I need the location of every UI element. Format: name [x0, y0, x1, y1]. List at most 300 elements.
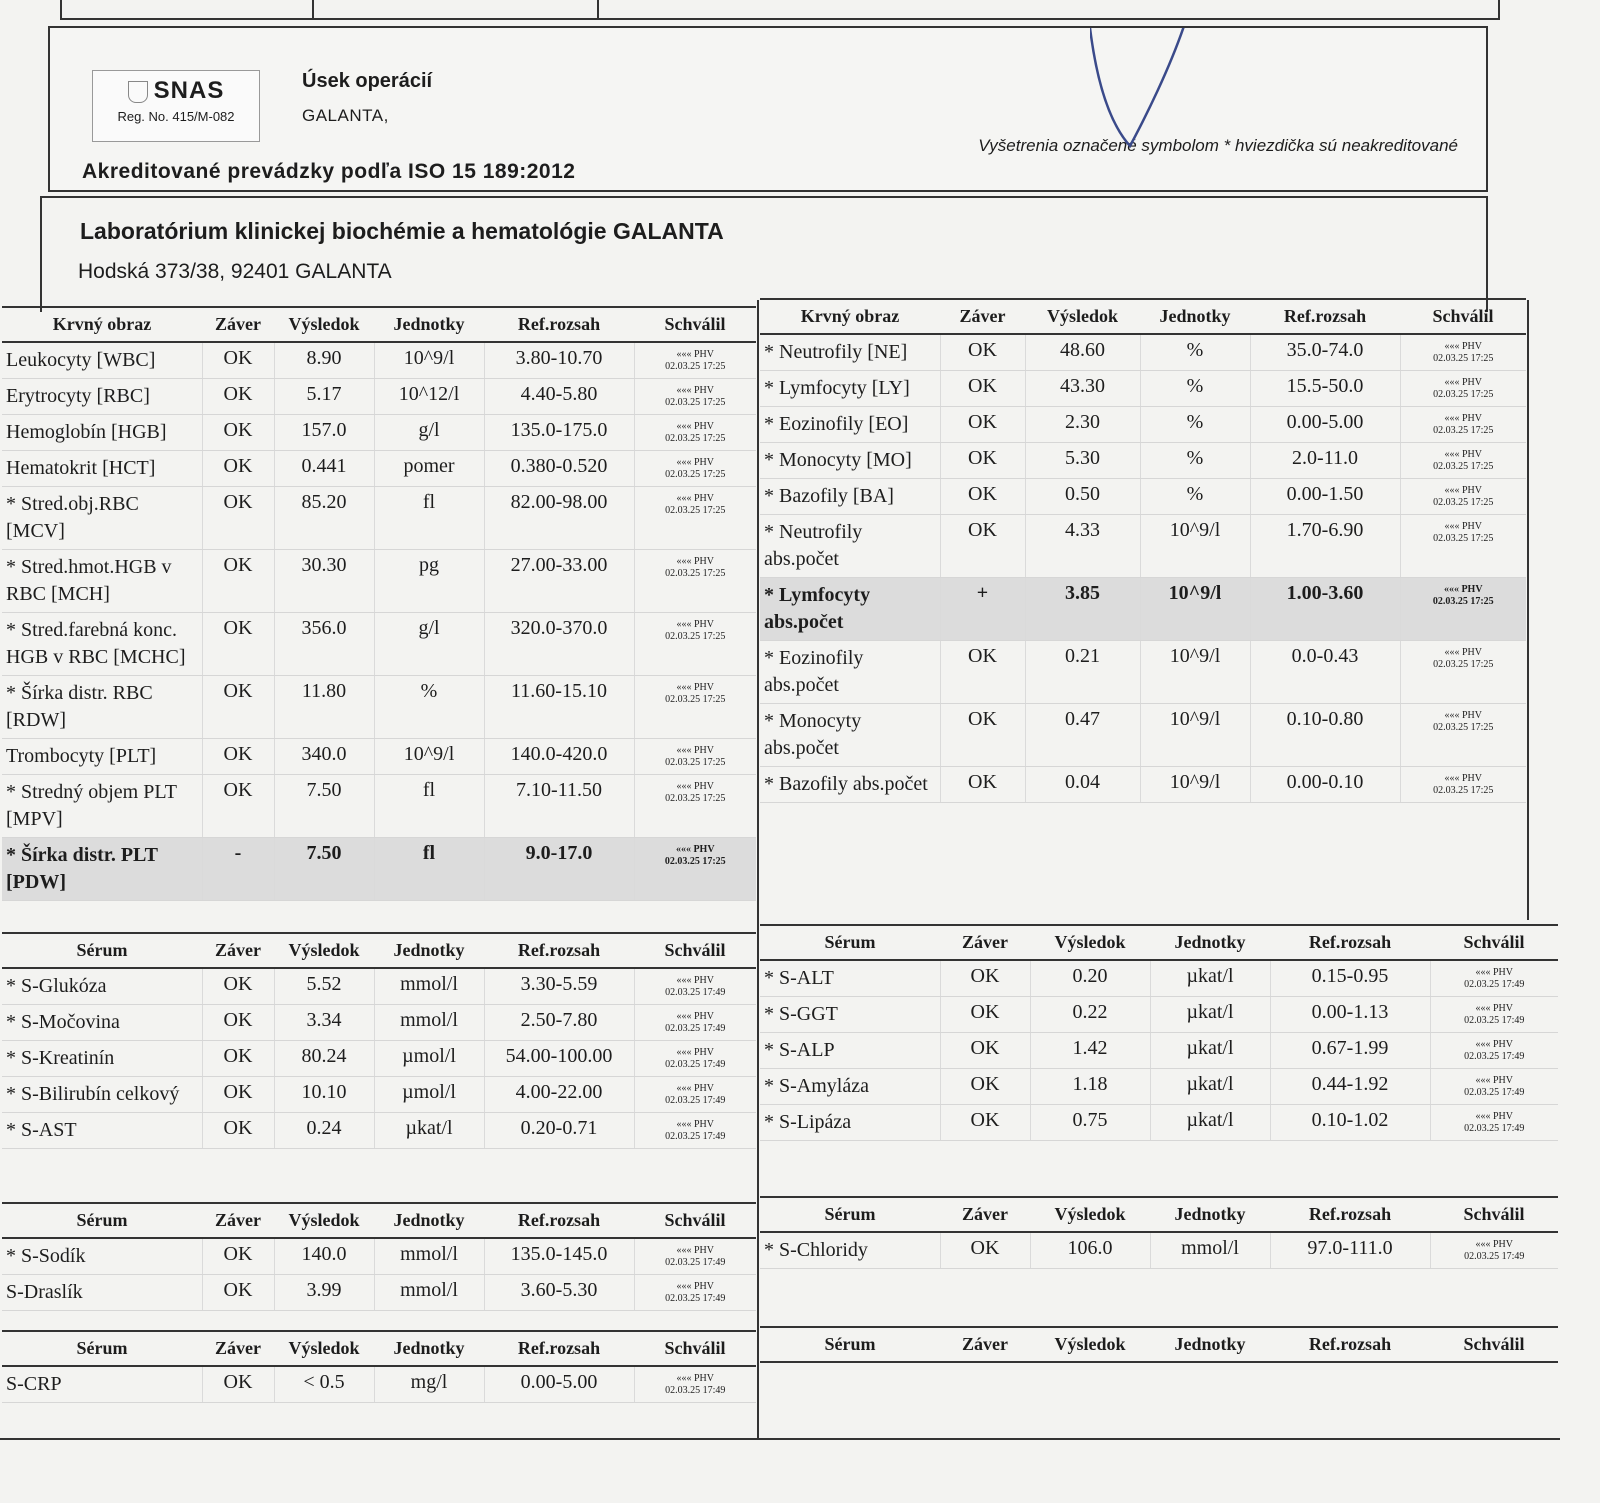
- units: 10^9/l: [374, 342, 484, 379]
- units: mg/l: [374, 1366, 484, 1403]
- approval-time: 02.03.25 17:49: [665, 1385, 726, 1396]
- serum-panel-1-left: [2, 932, 756, 1149]
- result: 3.85: [1025, 578, 1140, 641]
- approved-by: [634, 838, 756, 901]
- approved-by: [634, 739, 756, 775]
- ref-range: 97.0-111.0: [1270, 1232, 1430, 1269]
- result: 3.34: [274, 1005, 374, 1041]
- units: 10^9/l: [374, 739, 484, 775]
- column-header: Výsledok: [1025, 299, 1140, 334]
- conclusion: OK: [940, 960, 1030, 997]
- test-name: * Stred.hmot.HGB v RBC [MCH]: [2, 550, 202, 613]
- iso-accreditation: Akreditované prevádzky podľa ISO 15 189:2012: [82, 160, 576, 183]
- ref-range: 0.44-1.92: [1270, 1069, 1430, 1105]
- header-row: [760, 1197, 1558, 1232]
- approved-by: [634, 451, 756, 487]
- ref-range: 0.00-1.50: [1250, 479, 1400, 515]
- approved-by: [634, 1041, 756, 1077]
- result: 0.04: [1025, 767, 1140, 803]
- units: 10^9/l: [1140, 641, 1250, 704]
- test-name: * Neutrofily abs.počet: [760, 515, 940, 578]
- ref-range: 135.0-175.0: [484, 415, 634, 451]
- table-row: [2, 1005, 756, 1041]
- approver: ««« PHV: [676, 975, 714, 986]
- approval-time: 02.03.25 17:49: [1464, 1123, 1525, 1134]
- header-row: [760, 299, 1526, 334]
- table-row: [2, 1366, 756, 1403]
- test-name: * S-Kreatinín: [2, 1041, 202, 1077]
- units: µmol/l: [374, 1077, 484, 1113]
- approval-time: 02.03.25 17:25: [1433, 497, 1494, 508]
- conclusion: OK: [202, 613, 274, 676]
- column-header: Sérum: [760, 1327, 940, 1362]
- units: pomer: [374, 451, 484, 487]
- result: 85.20: [274, 487, 374, 550]
- ref-range: 3.80-10.70: [484, 342, 634, 379]
- conclusion: OK: [202, 1238, 274, 1275]
- result: 11.80: [274, 676, 374, 739]
- column-header: Jednotky: [1150, 1197, 1270, 1232]
- test-name: * Stredný objem PLT [MPV]: [2, 775, 202, 838]
- test-name: * S-ALP: [760, 1033, 940, 1069]
- test-name: * Eozinofily abs.počet: [760, 641, 940, 704]
- conclusion: OK: [940, 479, 1025, 515]
- result: 7.50: [274, 838, 374, 901]
- units: g/l: [374, 415, 484, 451]
- units: %: [1140, 371, 1250, 407]
- approval-time: 02.03.25 17:49: [665, 987, 726, 998]
- units: pg: [374, 550, 484, 613]
- approver: ««« PHV: [676, 1083, 714, 1094]
- units: µkat/l: [374, 1113, 484, 1149]
- table-row: [760, 1069, 1558, 1105]
- approver: ««« PHV: [676, 781, 714, 792]
- approved-by: [634, 676, 756, 739]
- lab-info: [40, 196, 1488, 312]
- approved-by: [634, 550, 756, 613]
- approval-time: 02.03.25 17:25: [665, 757, 726, 768]
- column-header: Sérum: [760, 925, 940, 960]
- approved-by: [634, 1238, 756, 1275]
- approved-by: [1400, 767, 1526, 803]
- approver: ««« PHV: [676, 421, 714, 432]
- reg-number: Reg. No. 415/M-082: [117, 109, 235, 124]
- approver: ««« PHV: [676, 457, 714, 468]
- conclusion: OK: [940, 1033, 1030, 1069]
- serum-table-1-left: [2, 932, 756, 1149]
- column-header: Záver: [202, 1203, 274, 1238]
- approved-by: [634, 342, 756, 379]
- column-header: Ref.rozsah: [1250, 299, 1400, 334]
- conclusion: OK: [202, 379, 274, 415]
- ref-range: 11.60-15.10: [484, 676, 634, 739]
- result: 1.42: [1030, 1033, 1150, 1069]
- column-header: Záver: [202, 933, 274, 968]
- ref-range: 135.0-145.0: [484, 1238, 634, 1275]
- approved-by: [1430, 1069, 1558, 1105]
- approved-by: [1400, 641, 1526, 704]
- result: 48.60: [1025, 334, 1140, 371]
- column-header: Schválil: [634, 1203, 756, 1238]
- approver: ««« PHV: [676, 745, 714, 756]
- right-border: [1527, 300, 1529, 920]
- column-header: Výsledok: [1030, 1327, 1150, 1362]
- column-header: Výsledok: [1030, 1197, 1150, 1232]
- result: 157.0: [274, 415, 374, 451]
- test-name: * Monocyty abs.počet: [760, 704, 940, 767]
- handwritten-check-icon: [1090, 28, 1210, 178]
- result: 0.75: [1030, 1105, 1150, 1141]
- section-city: GALANTA,: [302, 106, 389, 125]
- approved-by: [1400, 479, 1526, 515]
- result: 10.10: [274, 1077, 374, 1113]
- approval-time: 02.03.25 17:49: [665, 1293, 726, 1304]
- units: µkat/l: [1150, 1033, 1270, 1069]
- conclusion: OK: [202, 451, 274, 487]
- approved-by: [634, 1275, 756, 1311]
- result: 1.18: [1030, 1069, 1150, 1105]
- test-name: S-Draslík: [2, 1275, 202, 1311]
- units: %: [1140, 479, 1250, 515]
- ref-range: 27.00-33.00: [484, 550, 634, 613]
- lab-address: Hodská 373/38, 92401 GALANTA: [78, 260, 392, 283]
- test-name: * Eozinofily [EO]: [760, 407, 940, 443]
- approved-by: [634, 1113, 756, 1149]
- table-row: [760, 578, 1526, 641]
- column-header: Jednotky: [1140, 299, 1250, 334]
- ref-range: 15.5-50.0: [1250, 371, 1400, 407]
- units: %: [1140, 443, 1250, 479]
- approval-time: 02.03.25 17:49: [1464, 979, 1525, 990]
- approver: ««« PHV: [676, 1047, 714, 1058]
- ref-range: 0.00-0.10: [1250, 767, 1400, 803]
- table-row: [2, 451, 756, 487]
- ref-range: 3.30-5.59: [484, 968, 634, 1005]
- approver: ««« PHV: [1444, 449, 1482, 460]
- approval-time: 02.03.25 17:49: [665, 1257, 726, 1268]
- table-row: [760, 479, 1526, 515]
- table-row: [760, 997, 1558, 1033]
- result: 0.24: [274, 1113, 374, 1149]
- column-header: Ref.rozsah: [484, 1331, 634, 1366]
- column-header: Záver: [940, 1327, 1030, 1362]
- approved-by: [1430, 1105, 1558, 1141]
- top-remnant-strip: [60, 0, 1500, 20]
- header-row: [760, 925, 1558, 960]
- test-name: * S-AST: [2, 1113, 202, 1149]
- test-name: Trombocyty [PLT]: [2, 739, 202, 775]
- conclusion: OK: [202, 739, 274, 775]
- column-header: Sérum: [2, 1203, 202, 1238]
- column-header: Krvný obraz: [760, 299, 940, 334]
- result: 8.90: [274, 342, 374, 379]
- table-row: [2, 1077, 756, 1113]
- blood-count-left-table: [2, 306, 756, 901]
- approval-time: 02.03.25 17:25: [665, 361, 726, 372]
- approver: ««« PHV: [1475, 1239, 1513, 1250]
- ref-range: 0.00-1.13: [1270, 997, 1430, 1033]
- conclusion: -: [202, 838, 274, 901]
- ref-range: 0.00-5.00: [1250, 407, 1400, 443]
- units: µkat/l: [1150, 1069, 1270, 1105]
- column-header: Záver: [940, 299, 1025, 334]
- accreditation-header: [48, 26, 1488, 192]
- test-name: * Lymfocyty [LY]: [760, 371, 940, 407]
- result: 5.30: [1025, 443, 1140, 479]
- approver: ««« PHV: [676, 385, 714, 396]
- header-row: [2, 1203, 756, 1238]
- test-name: S-CRP: [2, 1366, 202, 1403]
- test-name: * S-ALT: [760, 960, 940, 997]
- column-header: Jednotky: [1150, 1327, 1270, 1362]
- units: mmol/l: [374, 1238, 484, 1275]
- approver: ««« PHV: [676, 1011, 714, 1022]
- approval-time: 02.03.25 17:25: [665, 694, 726, 705]
- test-name: Hematokrit [HCT]: [2, 451, 202, 487]
- test-name: Hemoglobín [HGB]: [2, 415, 202, 451]
- blood-count-left-panel: [2, 306, 756, 901]
- result: 356.0: [274, 613, 374, 676]
- serum-panel-2-right: [760, 1196, 1558, 1269]
- bottom-border: [0, 1438, 1560, 1440]
- column-header: Schválil: [1430, 1197, 1558, 1232]
- header-row: [760, 1327, 1558, 1362]
- approval-time: 02.03.25 17:25: [1433, 533, 1494, 544]
- table-row: [760, 1033, 1558, 1069]
- table-row: [760, 515, 1526, 578]
- approver: ««« PHV: [676, 349, 714, 360]
- table-row: [760, 1232, 1558, 1269]
- approver: ««« PHV: [676, 1373, 714, 1384]
- conclusion: OK: [940, 767, 1025, 803]
- approved-by: [634, 1077, 756, 1113]
- test-name: * Stred.obj.RBC [MCV]: [2, 487, 202, 550]
- approver: ««« PHV: [1475, 1075, 1513, 1086]
- ref-range: 0.0-0.43: [1250, 641, 1400, 704]
- approver: ««« PHV: [1443, 584, 1483, 595]
- result: 2.30: [1025, 407, 1140, 443]
- conclusion: OK: [202, 415, 274, 451]
- ref-range: 82.00-98.00: [484, 487, 634, 550]
- result: 140.0: [274, 1238, 374, 1275]
- table-row: [2, 550, 756, 613]
- approval-time: 02.03.25 17:25: [1433, 722, 1494, 733]
- column-header: Ref.rozsah: [1270, 1327, 1430, 1362]
- test-name: * Monocyty [MO]: [760, 443, 940, 479]
- units: %: [374, 676, 484, 739]
- approver: ««« PHV: [1444, 413, 1482, 424]
- approver: ««« PHV: [676, 619, 714, 630]
- table-row: [2, 676, 756, 739]
- ref-range: 0.20-0.71: [484, 1113, 634, 1149]
- column-header: Ref.rozsah: [1270, 925, 1430, 960]
- units: g/l: [374, 613, 484, 676]
- column-header: Výsledok: [274, 307, 374, 342]
- approved-by: [634, 379, 756, 415]
- units: 10^9/l: [1140, 767, 1250, 803]
- approval-time: 02.03.25 17:49: [1464, 1015, 1525, 1026]
- conclusion: OK: [940, 515, 1025, 578]
- approver: ««« PHV: [676, 1281, 714, 1292]
- conclusion: OK: [940, 997, 1030, 1033]
- ref-range: 0.67-1.99: [1270, 1033, 1430, 1069]
- column-header: Jednotky: [374, 307, 484, 342]
- test-name: * S-Bilirubín celkový: [2, 1077, 202, 1113]
- conclusion: OK: [202, 342, 274, 379]
- conclusion: OK: [940, 334, 1025, 371]
- test-name: * S-Glukóza: [2, 968, 202, 1005]
- table-row: [2, 1238, 756, 1275]
- ref-range: 1.00-3.60: [1250, 578, 1400, 641]
- table-row: [760, 641, 1526, 704]
- column-header: Výsledok: [274, 1331, 374, 1366]
- snas-logo: [92, 70, 260, 142]
- strip-divider: [597, 0, 599, 20]
- test-name: * S-Lipáza: [760, 1105, 940, 1141]
- ref-range: 140.0-420.0: [484, 739, 634, 775]
- ref-range: 9.0-17.0: [484, 838, 634, 901]
- serum-panel-2-left: [2, 1202, 756, 1311]
- result: 5.17: [274, 379, 374, 415]
- serum-table-2-left: [2, 1202, 756, 1311]
- ref-range: 320.0-370.0: [484, 613, 634, 676]
- units: 10^9/l: [1140, 704, 1250, 767]
- conclusion: OK: [940, 407, 1025, 443]
- test-name: * Bazofily abs.počet: [760, 767, 940, 803]
- ref-range: 2.0-11.0: [1250, 443, 1400, 479]
- units: %: [1140, 407, 1250, 443]
- test-name: * Šírka distr. PLT [PDW]: [2, 838, 202, 901]
- result: 30.30: [274, 550, 374, 613]
- column-header: Sérum: [2, 933, 202, 968]
- column-header: Schválil: [1400, 299, 1526, 334]
- conclusion: OK: [940, 1105, 1030, 1141]
- conclusion: OK: [202, 550, 274, 613]
- approved-by: [1400, 578, 1526, 641]
- result: 0.21: [1025, 641, 1140, 704]
- serum-panel-3-right: [760, 1326, 1558, 1363]
- approval-time: 02.03.25 17:25: [665, 433, 726, 444]
- approved-by: [1430, 960, 1558, 997]
- approver: ««« PHV: [675, 844, 715, 855]
- conclusion: OK: [202, 487, 274, 550]
- units: mmol/l: [374, 968, 484, 1005]
- table-row: [2, 613, 756, 676]
- conclusion: OK: [202, 676, 274, 739]
- units: fl: [374, 838, 484, 901]
- header-row: [2, 1331, 756, 1366]
- serum-panel-1-right: [760, 924, 1558, 1141]
- result: 3.99: [274, 1275, 374, 1311]
- column-header: Výsledok: [1030, 925, 1150, 960]
- table-row: [2, 1275, 756, 1311]
- table-row: [760, 960, 1558, 997]
- units: µkat/l: [1150, 1105, 1270, 1141]
- serum-table-3-left: [2, 1330, 756, 1403]
- approval-time: 02.03.25 17:25: [665, 631, 726, 642]
- conclusion: OK: [202, 1113, 274, 1149]
- column-header: Schválil: [1430, 925, 1558, 960]
- units: 10^9/l: [1140, 515, 1250, 578]
- approver: ««« PHV: [1475, 967, 1513, 978]
- table-row: [2, 342, 756, 379]
- approved-by: [634, 1366, 756, 1403]
- approval-time: 02.03.25 17:25: [1433, 461, 1494, 472]
- logo-text: SNAS: [153, 77, 225, 104]
- table-row: [760, 371, 1526, 407]
- approved-by: [1430, 1232, 1558, 1269]
- ref-range: 4.00-22.00: [484, 1077, 634, 1113]
- approved-by: [1400, 704, 1526, 767]
- table-row: [2, 968, 756, 1005]
- approval-time: 02.03.25 17:25: [665, 397, 726, 408]
- ref-range: 35.0-74.0: [1250, 334, 1400, 371]
- approver: ««« PHV: [676, 682, 714, 693]
- column-header: Výsledok: [274, 933, 374, 968]
- column-header: Sérum: [2, 1331, 202, 1366]
- result: 5.52: [274, 968, 374, 1005]
- approved-by: [1400, 515, 1526, 578]
- conclusion: OK: [940, 704, 1025, 767]
- column-header: Jednotky: [374, 1331, 484, 1366]
- ref-range: 1.70-6.90: [1250, 515, 1400, 578]
- conclusion: OK: [940, 641, 1025, 704]
- approval-time: 02.03.25 17:25: [665, 793, 726, 804]
- units: µmol/l: [374, 1041, 484, 1077]
- column-header: Jednotky: [374, 933, 484, 968]
- test-name: Leukocyty [WBC]: [2, 342, 202, 379]
- approval-time: 02.03.25 17:25: [1433, 785, 1494, 796]
- column-header: Záver: [940, 925, 1030, 960]
- approved-by: [1400, 407, 1526, 443]
- column-header: Schválil: [1430, 1327, 1558, 1362]
- table-row: [2, 1041, 756, 1077]
- test-name: * S-Močovina: [2, 1005, 202, 1041]
- approver: ««« PHV: [1475, 1039, 1513, 1050]
- test-name: * S-Amyláza: [760, 1069, 940, 1105]
- units: %: [1140, 334, 1250, 371]
- units: fl: [374, 775, 484, 838]
- approval-time: 02.03.25 17:25: [665, 469, 726, 480]
- units: fl: [374, 487, 484, 550]
- test-name: * Neutrofily [NE]: [760, 334, 940, 371]
- approved-by: [1430, 997, 1558, 1033]
- table-row: [2, 379, 756, 415]
- test-name: Erytrocyty [RBC]: [2, 379, 202, 415]
- units: 10^12/l: [374, 379, 484, 415]
- approver: ««« PHV: [1444, 521, 1482, 532]
- units: µkat/l: [1150, 997, 1270, 1033]
- table-row: [760, 1105, 1558, 1141]
- approval-time: 02.03.25 17:25: [664, 856, 726, 867]
- column-header: Schválil: [634, 307, 756, 342]
- approved-by: [634, 968, 756, 1005]
- ref-range: 0.10-0.80: [1250, 704, 1400, 767]
- conclusion: OK: [202, 1077, 274, 1113]
- result: 4.33: [1025, 515, 1140, 578]
- ref-range: 2.50-7.80: [484, 1005, 634, 1041]
- approver: ««« PHV: [1475, 1111, 1513, 1122]
- column-header: Záver: [940, 1197, 1030, 1232]
- approver: ««« PHV: [1444, 710, 1482, 721]
- approver: ««« PHV: [676, 556, 714, 567]
- ref-range: 54.00-100.00: [484, 1041, 634, 1077]
- column-header: Ref.rozsah: [484, 307, 634, 342]
- result: 0.22: [1030, 997, 1150, 1033]
- column-header: Ref.rozsah: [484, 933, 634, 968]
- approved-by: [634, 415, 756, 451]
- column-header: Krvný obraz: [2, 307, 202, 342]
